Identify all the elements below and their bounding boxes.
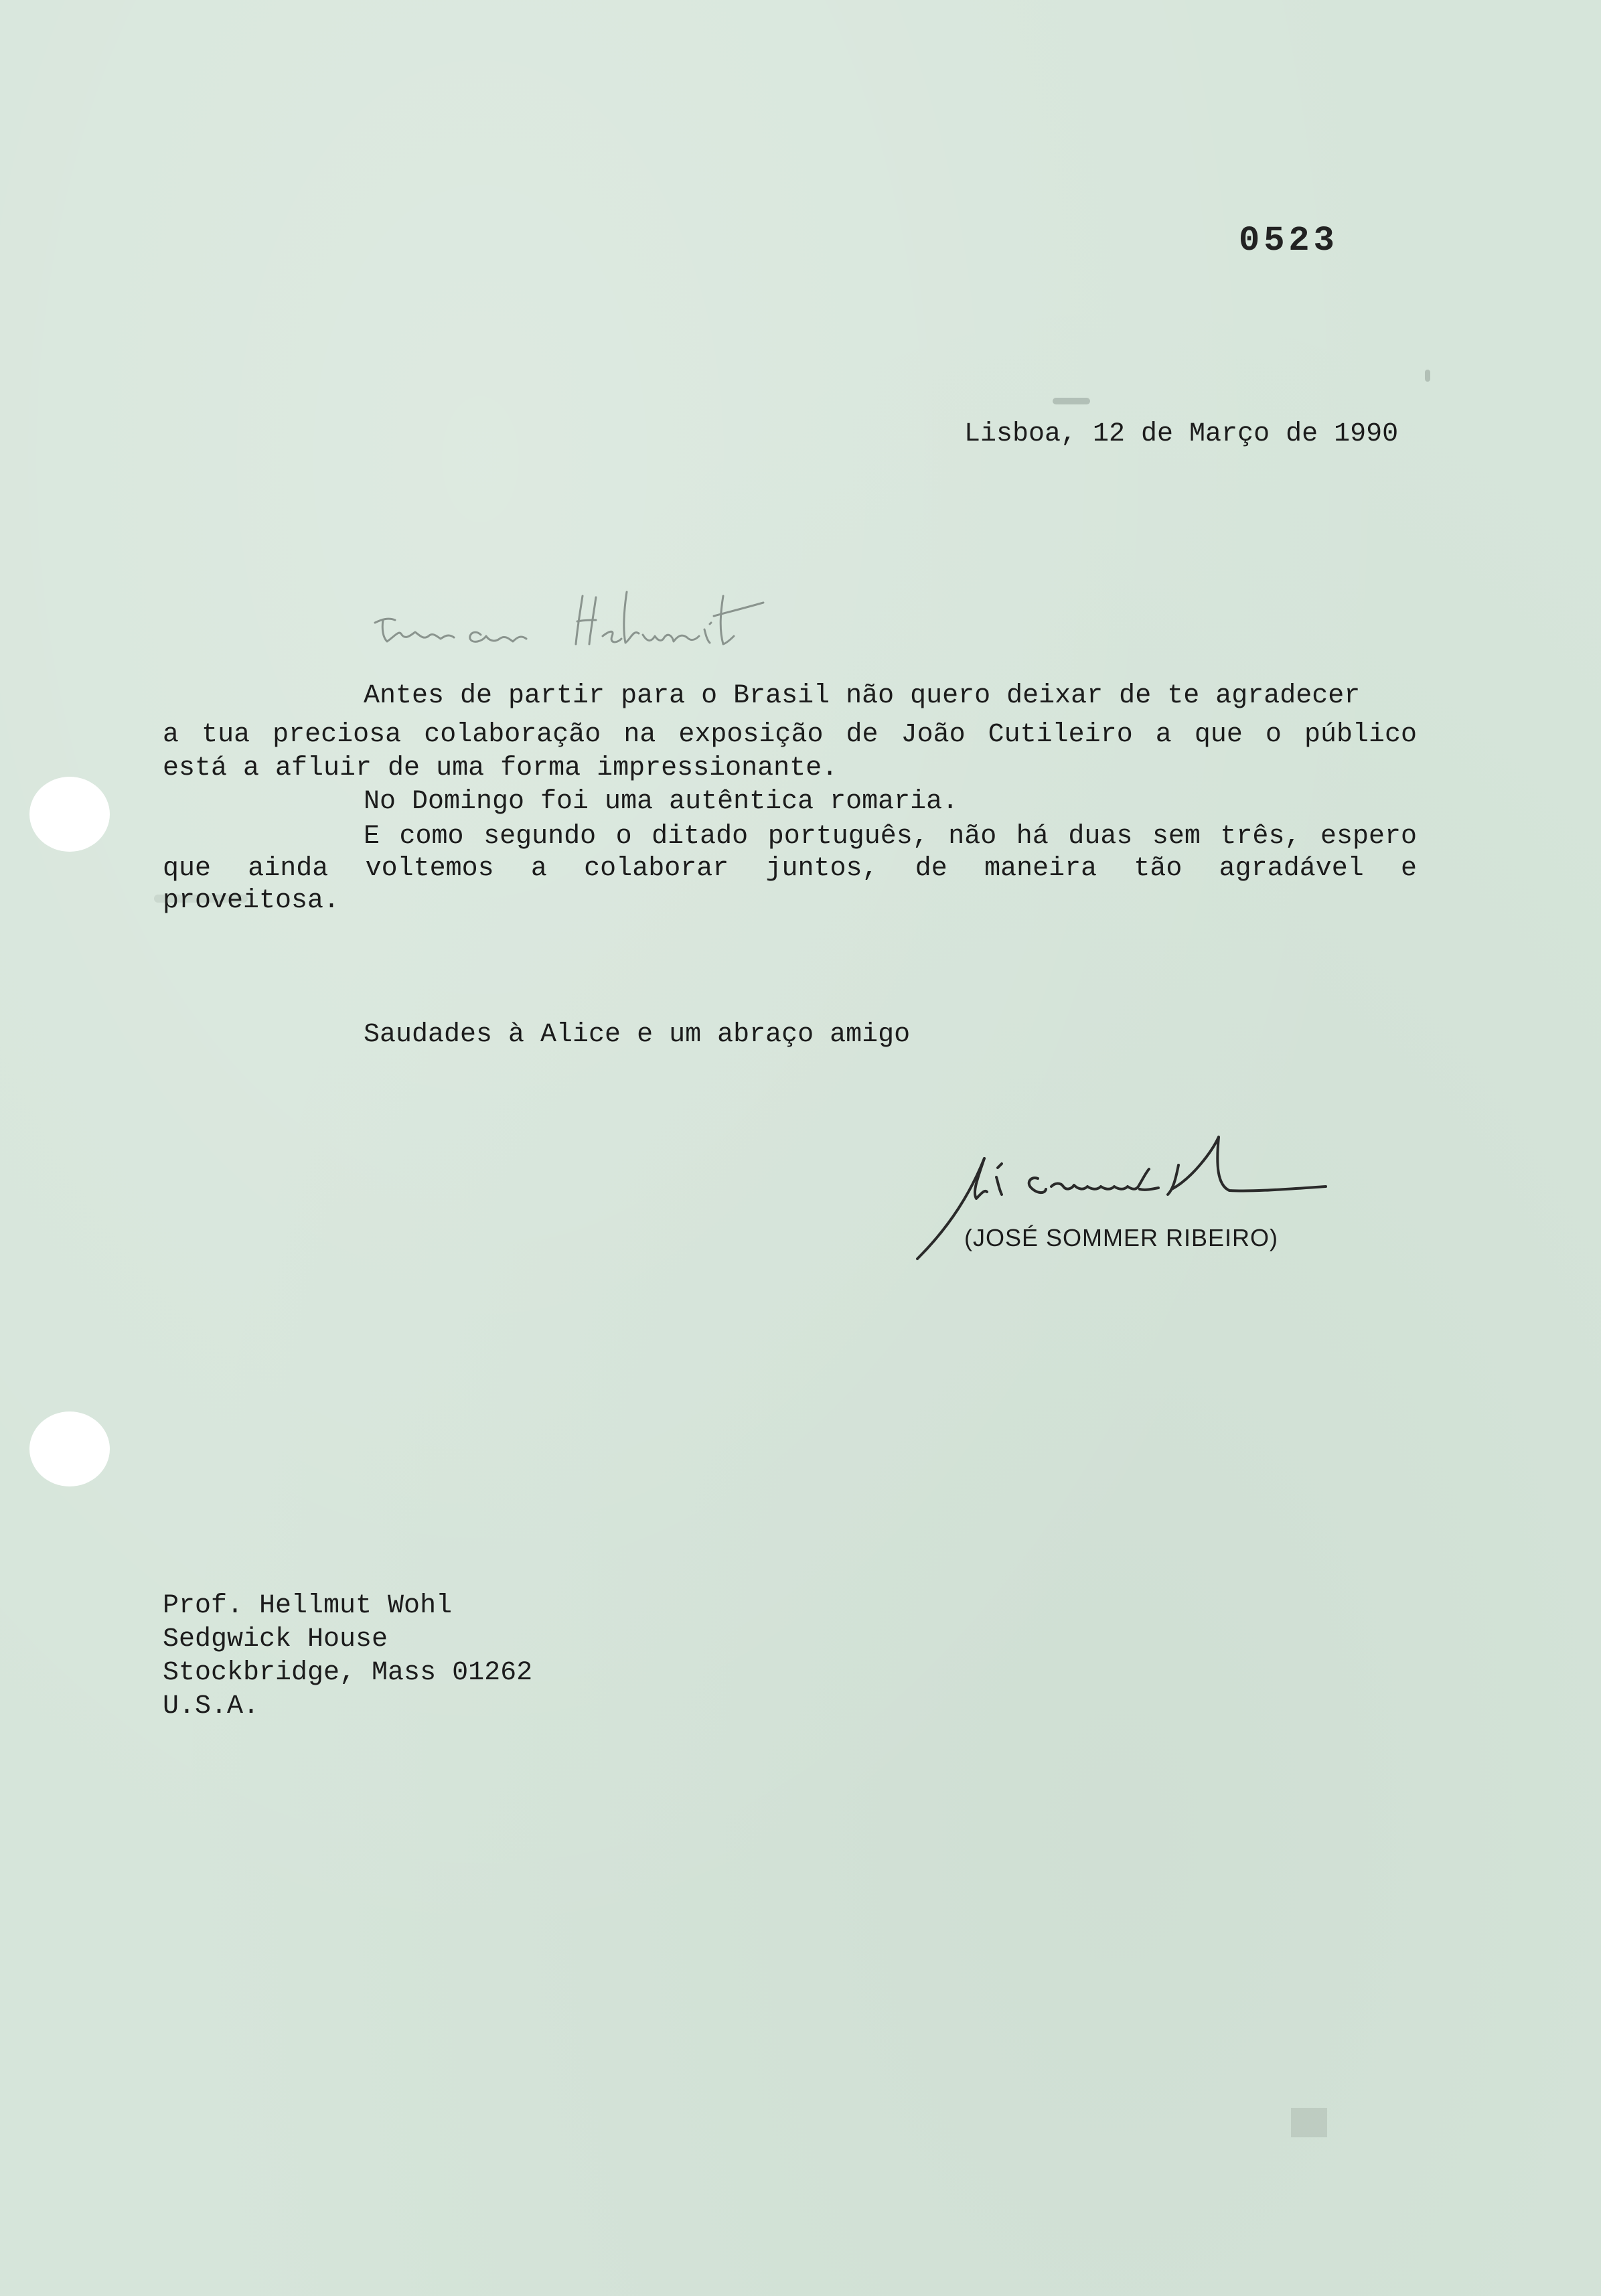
address-recipient: Prof. Hellmut Wohl (163, 1591, 453, 1621)
handwritten-salutation (362, 583, 804, 656)
signatory-name: (JOSÉ SOMMER RIBEIRO) (964, 1224, 1279, 1251)
paper-speck (1053, 398, 1090, 404)
closing-line: Saudades à Alice e um abraço amigo (364, 1020, 911, 1050)
paper-speck (1291, 2108, 1327, 2137)
punch-hole-top (29, 777, 110, 852)
paragraph-2-line-1: No Domingo foi uma autêntica romaria. (364, 787, 959, 817)
paragraph-3-line-2: que ainda voltemos a colaborar juntos, de maneira tão agradável e (163, 854, 1417, 884)
paragraph-1-line-3: está a afluir de uma forma impressionante. (163, 753, 838, 783)
address-country: U.S.A. (163, 1691, 260, 1721)
document-number: 0523 (1239, 221, 1339, 260)
address-city: Stockbridge, Mass 01262 (163, 1658, 533, 1688)
dateline: Lisboa, 12 de Março de 1990 (964, 419, 1399, 449)
paragraph-3-line-1: E como segundo o ditado português, não há duas sem três, espero (364, 822, 1417, 852)
paper-speck (1425, 370, 1430, 382)
paragraph-1-line-1: Antes de partir para o Brasil não quero deixar de te agradecer (364, 681, 1361, 711)
paragraph-3-line-3: proveitosa. (163, 886, 340, 916)
address-building: Sedgwick House (163, 1624, 388, 1655)
paragraph-1-line-2: a tua preciosa colaboração na exposição de João Cutileiro a que o público (163, 720, 1417, 750)
punch-hole-bottom (29, 1411, 110, 1486)
